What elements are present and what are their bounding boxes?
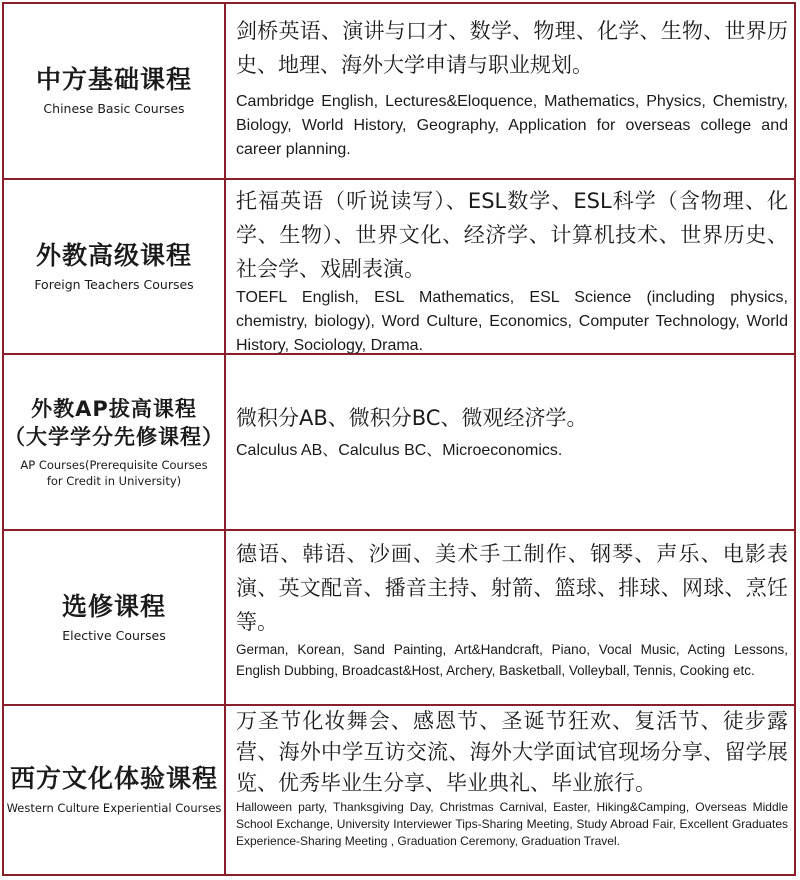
course-content-cn: 万圣节化妆舞会、感恩节、圣诞节狂欢、复活节、徒步露营、海外中学互访交流、海外大学面试官现场分享、留学展览、优秀毕业生分享、毕业典礼、毕业旅行。 [236, 709, 788, 795]
course-content-en: TOEFL English, ESL Mathematics, ESL Science (including physics, chemistry, biology), Word Culture, Economics, Computer Technology, World History, Sociology, Drama. [236, 289, 788, 354]
course-title-cn: 选修课程 [61, 591, 166, 621]
row-western-culture [4, 706, 794, 874]
row-title-cell [4, 4, 226, 178]
row-content-cell [226, 355, 794, 529]
course-title-en: AP Courses(Prerequisite Courses for Credit in University) [20, 458, 208, 488]
row-title-cell [4, 180, 226, 353]
row-ap-courses [4, 355, 794, 531]
course-content-cn: 德语、韩语、沙画、美术手工制作、钢琴、声乐、电影表演、英文配音、播音主持、射箭、篮球、排球、网球、烹饪等。 [236, 542, 788, 634]
course-content-cn: 剑桥英语、演讲与口才、数学、物理、化学、生物、世界历史、地理、海外大学申请与职业规划。 [236, 19, 788, 77]
course-title-cn-line2: （大学学分先修课程） [4, 425, 224, 449]
course-table [2, 2, 796, 876]
course-title-cn: 中方基础课程 [35, 65, 192, 94]
course-title-en: Elective Courses [62, 627, 166, 643]
course-content-cn: 微积分AB、微积分BC、微观经济学。 [236, 406, 588, 430]
row-foreign-teachers [4, 180, 794, 355]
course-content-en: Cambridge English, Lectures&Eloquence, Mathematics, Physics, Chemistry, Biology, World History, Geography, Application for overseas college and career planning. [236, 93, 788, 158]
course-title-en: Western Culture Experiential Courses [6, 801, 222, 815]
row-title-cell [4, 706, 226, 874]
row-content-cell [226, 706, 794, 874]
course-title-cn-line1: 外教AP拔高课程 [31, 397, 197, 421]
row-title-cell [4, 355, 226, 529]
row-chinese-basic [4, 4, 794, 180]
row-content-cell [226, 4, 794, 178]
row-elective [4, 531, 794, 706]
row-content-cell [226, 180, 794, 353]
course-title-en: Foreign Teachers Courses [34, 276, 194, 292]
row-title-cell [4, 531, 226, 704]
course-content-cn: 托福英语（听说读写）、ESL数学、ESL科学（含物理、化学、生物）、世界文化、经济学、计算机技术、世界历史、社会学、戏剧表演。 [236, 189, 788, 281]
course-content-en: German, Korean, Sand Painting, Art&Handcraft, Piano, Vocal Music, Acting Lessons, English Dubbing, Broadcast&Host, Archery, Basketball, Volleyball, Tennis, Cooking etc. [236, 642, 788, 678]
course-content-en: Halloween party, Thanksgiving Day, Christmas Carnival, Easter, Hiking&Camping, Overseas Middle School Exchange, University Interviewer Tips-Sharing Meeting, Study Abroad Fair, Excellent Graduates Experience-Sharing Meeting , Graduation Ceremony, Graduation Travel. [236, 800, 788, 848]
course-title-en: Chinese Basic Courses [43, 101, 185, 116]
course-title-cn: 外教高级课程 [35, 240, 192, 270]
course-title-cn: 西方文化体验课程 [9, 764, 218, 793]
row-content-cell [226, 531, 794, 704]
course-content-en: Calculus AB、Calculus BC、Microeconomics. [236, 442, 563, 459]
